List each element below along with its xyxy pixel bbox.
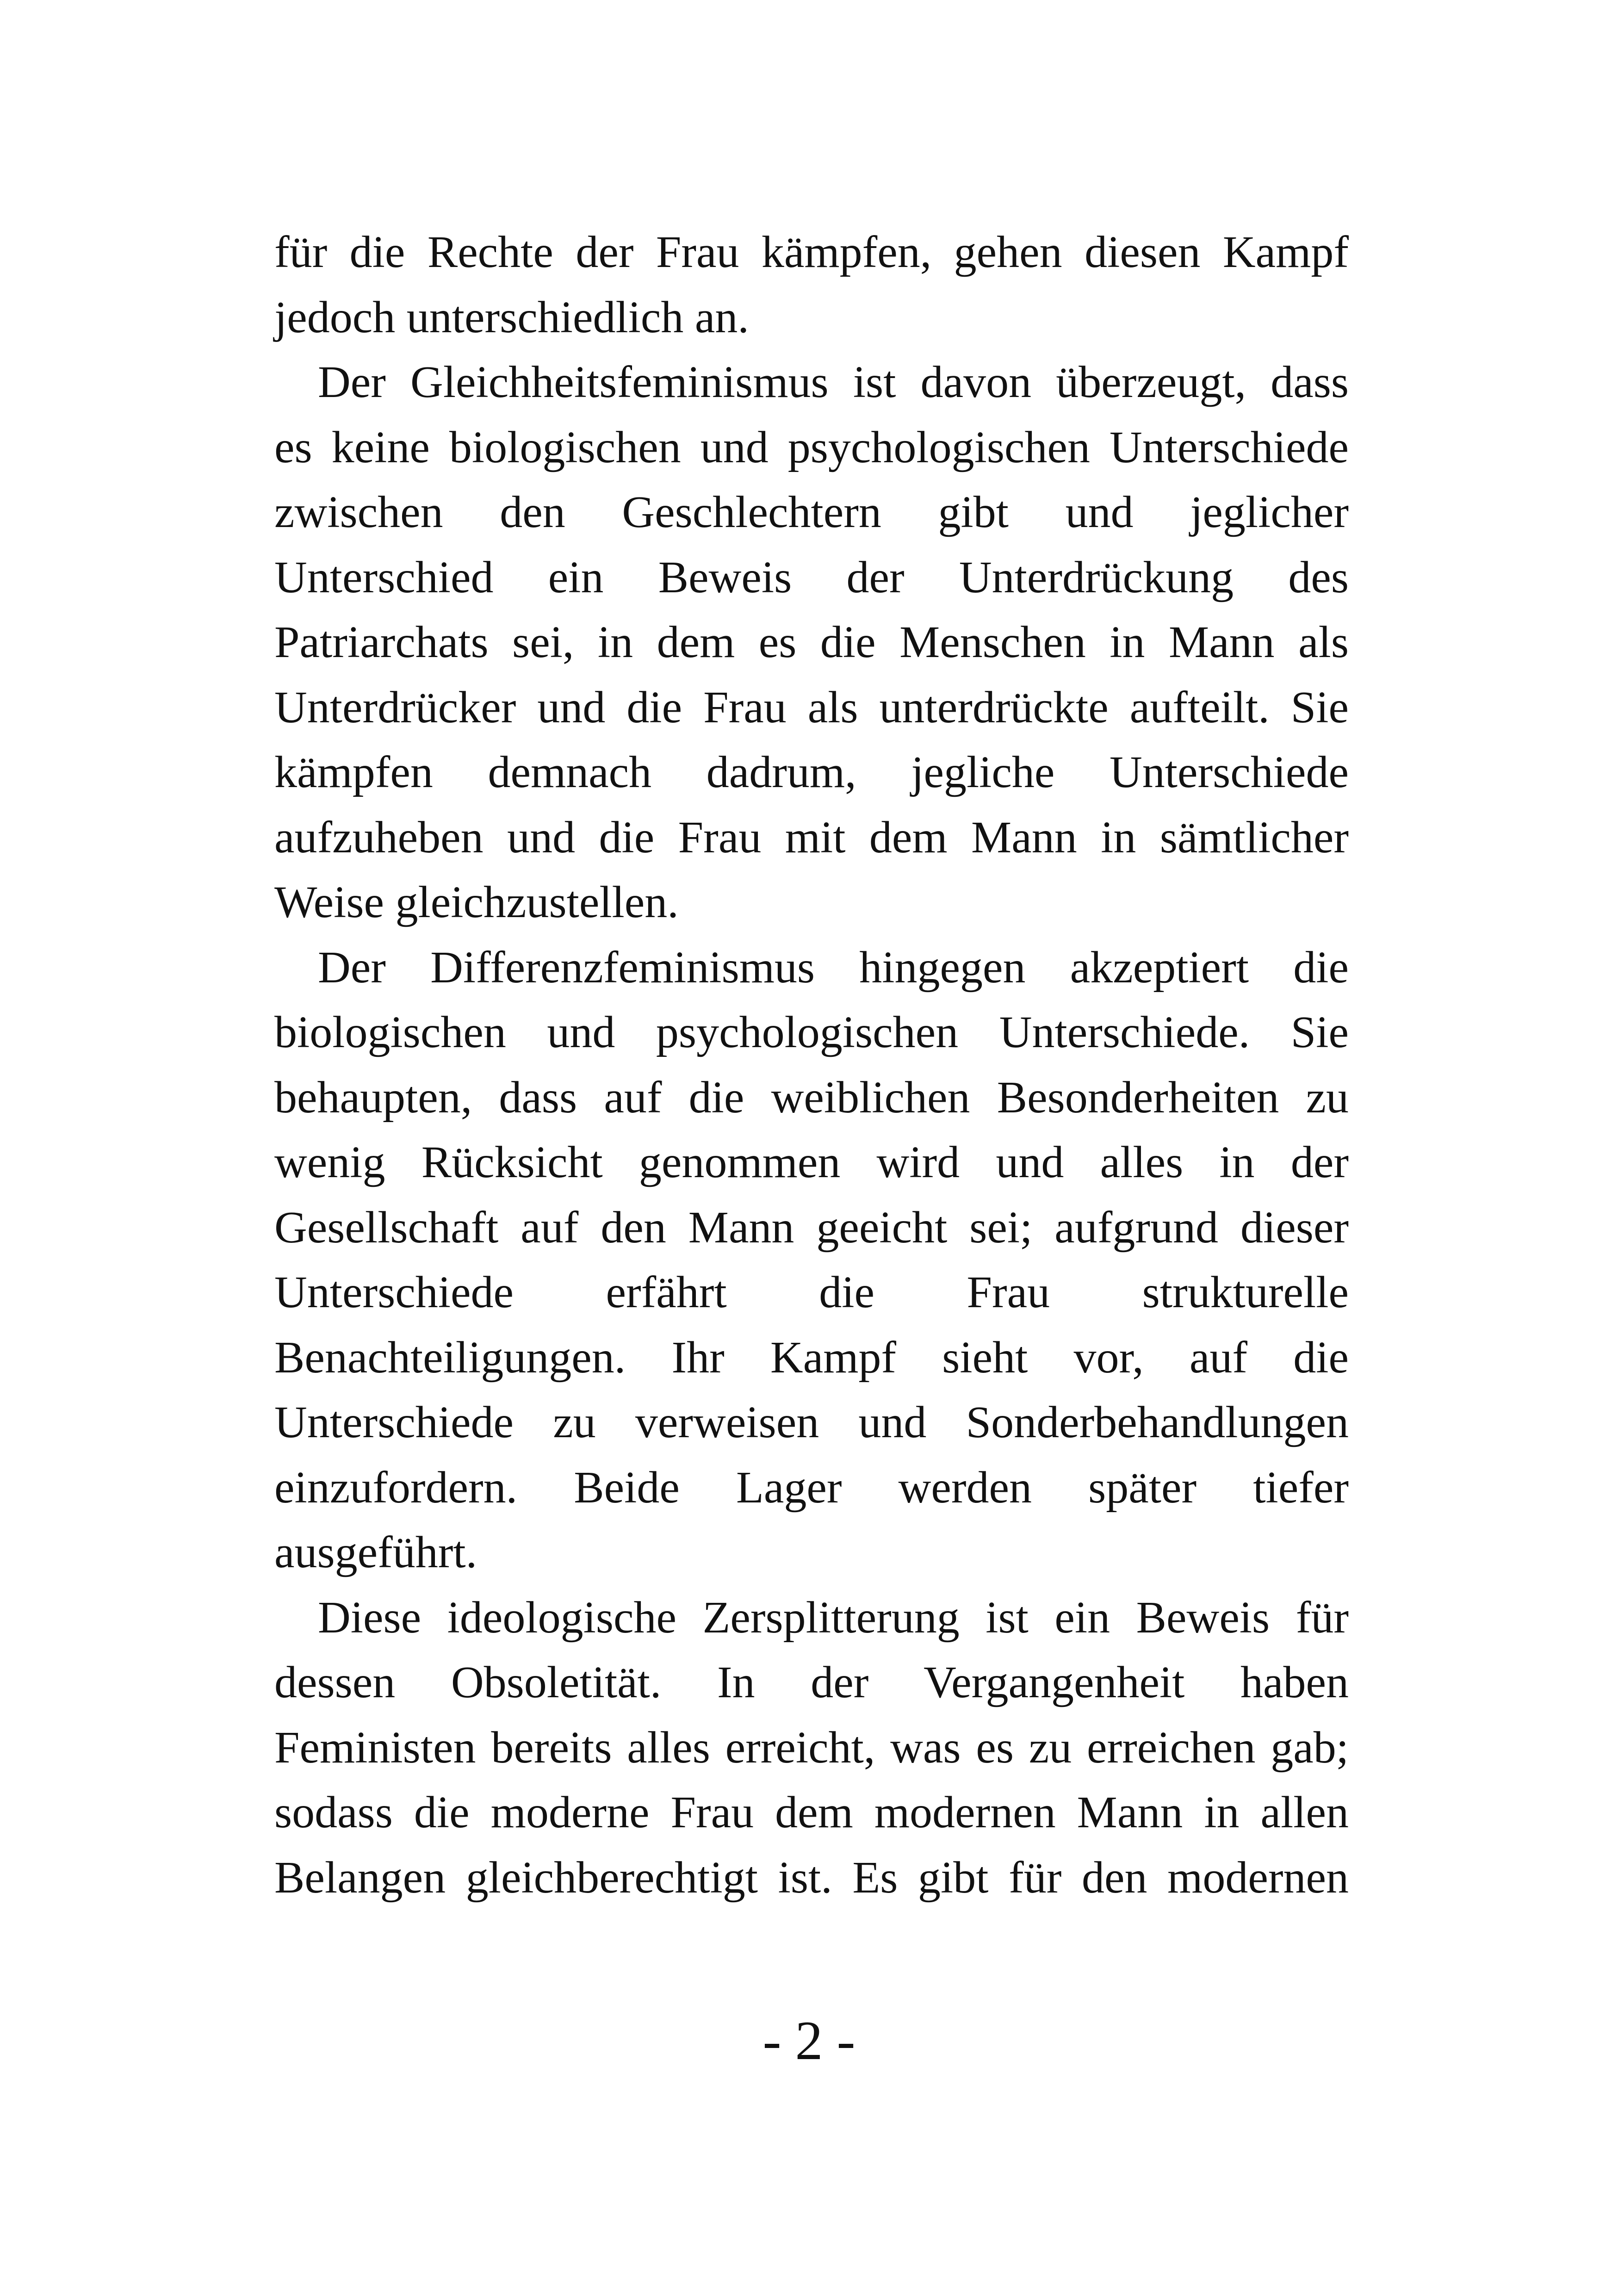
text-line: zwischen den Geschlechtern gibt und jeglicher — [274, 487, 1349, 537]
body-text — [274, 220, 1349, 1910]
text-line: wenig Rücksicht genommen wird und alles in der — [274, 1137, 1349, 1187]
text-line: ausgeführt. — [274, 1527, 477, 1577]
text-line: dessen Obsoletität. In der Vergangenheit haben — [274, 1657, 1349, 1707]
text-line: es keine biologischen und psychologischen Unterschiede — [274, 422, 1349, 472]
text-line: Benachteiligungen. Ihr Kampf sieht vor, auf die — [274, 1332, 1349, 1383]
paragraph-1 — [274, 220, 1349, 350]
text-line: einzufordern. Beide Lager werden später tiefer — [274, 1462, 1349, 1513]
paragraph-2 — [274, 350, 1349, 935]
text-line: aufzuheben und die Frau mit dem Mann in sämtlicher — [274, 812, 1349, 863]
text-line: Feministen bereits alles erreicht, was es zu erreichen gab; — [274, 1722, 1349, 1773]
text-line: Unterschied ein Beweis der Unterdrückung des — [274, 552, 1349, 602]
text-line: kämpfen demnach dadrum, jegliche Unterschiede — [274, 747, 1349, 797]
paragraph-4 — [274, 1585, 1349, 1911]
text-line: Patriarchats sei, in dem es die Menschen in Mann als — [274, 617, 1349, 667]
text-line: biologischen und psychologischen Unterschiede. Sie — [274, 1007, 1349, 1057]
text-line: für die Rechte der Frau kämpfen, gehen diesen Kampf — [274, 227, 1349, 277]
text-line: Unterdrücker und die Frau als unterdrückte aufteilt. Sie — [274, 682, 1349, 732]
paragraph-3 — [274, 935, 1349, 1585]
text-line: Belangen gleichberechtigt ist. Es gibt für den modernen — [274, 1852, 1349, 1903]
text-line: Der Differenzfeminismus hingegen akzeptiert die — [318, 942, 1349, 993]
text-line: Unterschiede zu verweisen und Sonderbehandlungen — [274, 1397, 1349, 1447]
text-line: behaupten, dass auf die weiblichen Besonderheiten zu — [274, 1072, 1349, 1123]
text-line: sodass die moderne Frau dem modernen Mann in allen — [274, 1787, 1349, 1837]
text-line: Unterschiede erfährt die Frau strukturelle — [274, 1267, 1349, 1317]
text-line: jedoch unterschiedlich an. — [274, 292, 749, 342]
text-line: Weise gleichzustellen. — [274, 877, 679, 927]
page-number: - 2 - — [763, 2010, 855, 2071]
text-line: Gesellschaft auf den Mann geeicht sei; aufgrund dieser — [274, 1202, 1349, 1253]
text-line: Diese ideologische Zersplitterung ist ein Beweis für — [318, 1592, 1349, 1643]
text-line: Der Gleichheitsfeminismus ist davon überzeugt, dass — [318, 357, 1349, 407]
